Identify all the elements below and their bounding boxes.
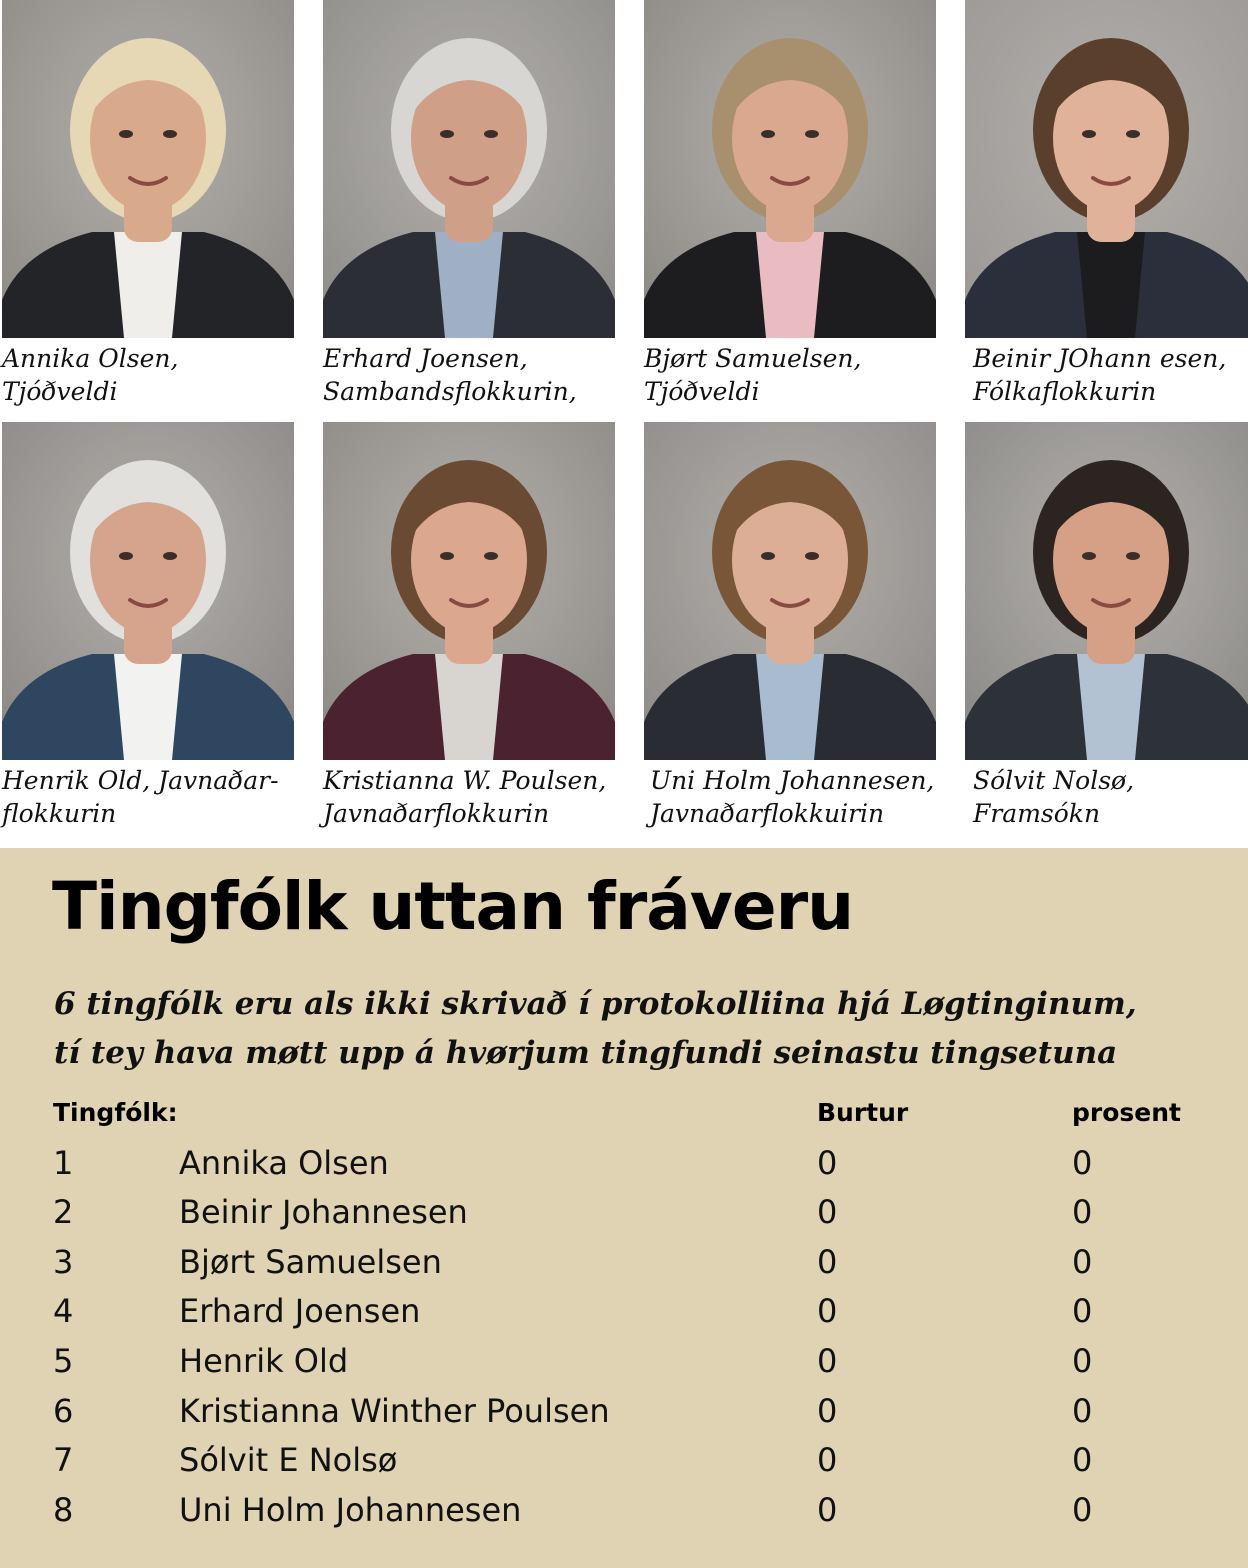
table-row — [0, 1243, 1248, 1293]
person-name: Annika Olsen, — [2, 344, 179, 373]
row-name: Sólvit E Nolsø — [179, 1441, 398, 1479]
person-caption — [323, 764, 623, 830]
row-burtur: 0 — [817, 1441, 838, 1479]
person-name: Beinir JOhann esen, — [973, 344, 1227, 373]
table-row — [0, 1342, 1248, 1392]
person-party: Sambandsflokkurin, — [323, 377, 577, 406]
row-prosent: 0 — [1072, 1292, 1093, 1330]
table-row — [0, 1441, 1248, 1491]
row-number: 8 — [53, 1491, 74, 1529]
person-name: Uni Holm Johannesen, — [650, 766, 935, 795]
row-burtur: 0 — [817, 1193, 838, 1231]
row-number: 4 — [53, 1292, 74, 1330]
row-prosent: 0 — [1072, 1144, 1093, 1182]
row-prosent: 0 — [1072, 1193, 1093, 1231]
person-party: Framsókn — [973, 799, 1101, 828]
row-burtur: 0 — [817, 1392, 838, 1430]
person-portrait-icon — [644, 422, 936, 760]
person-portrait-icon — [323, 422, 615, 760]
table-row — [0, 1491, 1248, 1541]
person-name: Erhard Joensen, — [323, 344, 528, 373]
row-prosent: 0 — [1072, 1243, 1093, 1281]
person-portrait-icon — [965, 0, 1248, 338]
row-name: Beinir Johannesen — [179, 1193, 468, 1231]
row-prosent: 0 — [1072, 1441, 1093, 1479]
row-number: 1 — [53, 1144, 74, 1182]
person-caption — [973, 342, 1248, 408]
row-prosent: 0 — [1072, 1342, 1093, 1380]
person-party: Javnaðarflokkurin — [323, 799, 550, 828]
person-caption — [2, 764, 302, 830]
person-party: Tjóðveldi — [644, 377, 760, 406]
row-number: 2 — [53, 1193, 74, 1231]
panel-intro-line: 6 tingfólk eru als ikki skrivað í protokolliina hjá Løgtinginum, — [54, 986, 1137, 1022]
row-prosent: 0 — [1072, 1392, 1093, 1430]
row-name: Kristianna Winther Poulsen — [179, 1392, 610, 1430]
header-burtur: Burtur — [817, 1098, 909, 1127]
person-portrait-icon — [2, 0, 294, 338]
person-caption — [2, 342, 302, 408]
row-name: Erhard Joensen — [179, 1292, 421, 1330]
table-row — [0, 1144, 1248, 1194]
row-number: 3 — [53, 1243, 74, 1281]
row-prosent: 0 — [1072, 1491, 1093, 1529]
row-name: Henrik Old — [179, 1342, 349, 1380]
row-burtur: 0 — [817, 1144, 838, 1182]
person-party: Javnaðarflokkuirin — [650, 799, 885, 828]
person-portrait-icon — [965, 422, 1248, 760]
person-caption — [644, 342, 944, 408]
person-name: Henrik Old, Javnaðar- — [2, 766, 279, 795]
row-number: 7 — [53, 1441, 74, 1479]
row-name: Annika Olsen — [179, 1144, 389, 1182]
person-caption — [650, 764, 950, 830]
row-number: 6 — [53, 1392, 74, 1430]
row-number: 5 — [53, 1342, 74, 1380]
person-party: Fólkaflokkurin — [973, 377, 1157, 406]
row-burtur: 0 — [817, 1342, 838, 1380]
panel-intro — [54, 980, 1234, 1078]
table-row — [0, 1292, 1248, 1342]
row-burtur: 0 — [817, 1292, 838, 1330]
row-burtur: 0 — [817, 1243, 838, 1281]
row-name: Bjørt Samuelsen — [179, 1243, 442, 1281]
row-burtur: 0 — [817, 1491, 838, 1529]
attendance-panel — [0, 848, 1248, 1568]
person-portrait-icon — [323, 0, 615, 338]
person-portrait-icon — [2, 422, 294, 760]
person-portrait-icon — [644, 0, 936, 338]
table-row — [0, 1392, 1248, 1442]
table-row — [0, 1193, 1248, 1243]
person-caption — [973, 764, 1248, 830]
person-caption — [323, 342, 623, 408]
person-name: Kristianna W. Poulsen, — [323, 766, 607, 795]
panel-title: Tingfólk uttan fráveru — [52, 868, 854, 945]
row-name: Uni Holm Johannesen — [179, 1491, 522, 1529]
panel-intro-line: tí tey hava møtt upp á hvørjum tingfundi seinastu tingsetuna — [54, 1035, 1118, 1071]
person-name: Bjørt Samuelsen, — [644, 344, 862, 373]
person-name: Sólvit Nolsø, — [973, 766, 1135, 795]
header-name: Tingfólk: — [53, 1098, 178, 1127]
person-party: Tjóðveldi — [2, 377, 118, 406]
header-prosent: prosent — [1072, 1098, 1181, 1127]
person-party: flokkurin — [2, 799, 117, 828]
